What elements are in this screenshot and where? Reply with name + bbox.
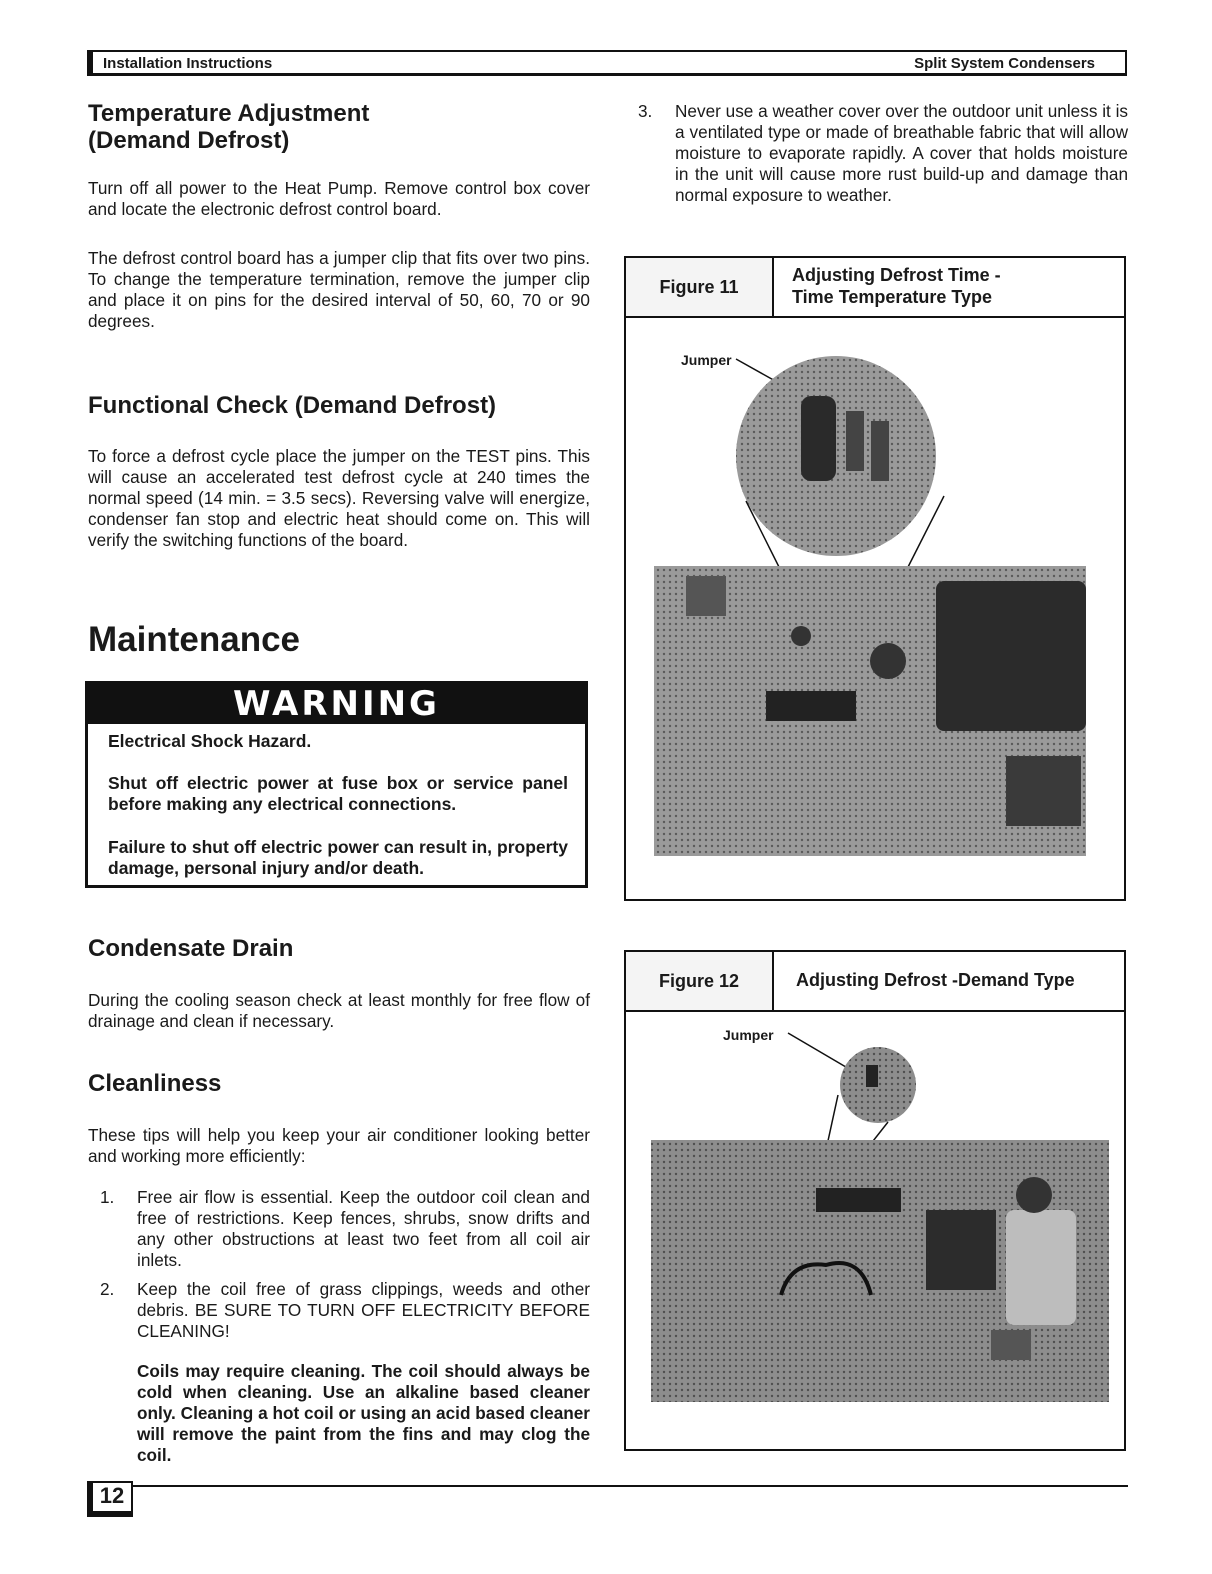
list-item bbox=[100, 1187, 590, 1271]
figure-12-title: Adjusting Defrost -Demand Type bbox=[796, 970, 1075, 990]
cleanliness-heading: Cleanliness bbox=[88, 1070, 222, 1097]
figure-11-header bbox=[626, 258, 1124, 318]
page-header bbox=[87, 50, 1127, 76]
figure-11-title-line-2: Time Temperature Type bbox=[792, 287, 993, 307]
temp-adjust-paragraph-1: Turn off all power to the Heat Pump. Remove control box cover and locate the electronic defrost control board. bbox=[88, 178, 590, 219]
temp-heading-line-2: (Demand Defrost) bbox=[88, 127, 290, 154]
figure-11 bbox=[624, 256, 1126, 901]
coil-cleaning-note: Coils may require cleaning. The coil should always be cold when cleaning. Use an alkaline based cleaner only. Cleaning a hot coil or using an acid based cleaner will remove the paint from the fins and may clog the coil. bbox=[137, 1361, 590, 1465]
functional-check-heading: Functional Check (Demand Defrost) bbox=[88, 392, 497, 419]
figure-12 bbox=[624, 950, 1126, 1451]
temp-adjust-heading bbox=[88, 100, 369, 154]
warning-line-2: Shut off electric power at fuse box or service panel before making any electrical connections. bbox=[108, 773, 568, 814]
maintenance-heading: Maintenance bbox=[88, 620, 300, 659]
temp-heading-line-1: Temperature Adjustment bbox=[88, 100, 370, 127]
list-text: Keep the coil free of grass clippings, weeds and other debris. BE SURE TO TURN OFF ELECTRICITY BEFORE CLEANING! bbox=[137, 1279, 590, 1341]
figure-11-title bbox=[792, 264, 1001, 308]
list-number: 1. bbox=[100, 1187, 115, 1207]
figure-11-label: Figure 11 bbox=[626, 258, 774, 316]
warning-line-1: Electrical Shock Hazard. bbox=[108, 731, 312, 751]
figure-12-header bbox=[626, 952, 1124, 1012]
warning-box bbox=[85, 681, 588, 888]
header-section-title: Installation Instructions bbox=[103, 55, 273, 72]
list-text: Never use a weather cover over the outdoor unit unless it is a ventilated type or made of breathable fabric that will allow moisture to evaporate rapidly. A cover that holds moisture in the unit will cause more rust build-up and damage than normal exposure to weather. bbox=[675, 101, 1128, 205]
figure-11-jumper-label: Jumper bbox=[681, 352, 732, 368]
cleanliness-paragraph: These tips will help you keep your air conditioner looking better and working more efficiently: bbox=[88, 1125, 590, 1166]
list-item bbox=[100, 1279, 590, 1342]
header-document-title: Split System Condensers bbox=[914, 55, 1095, 72]
condensate-drain-heading: Condensate Drain bbox=[88, 935, 294, 962]
figure-11-title-line-1: Adjusting Defrost Time - bbox=[792, 265, 1001, 285]
figure-12-board-photo bbox=[626, 1010, 1124, 1451]
figure-12-label: Figure 12 bbox=[626, 952, 774, 1010]
list-number: 2. bbox=[100, 1279, 115, 1299]
warning-line-3: Failure to shut off electric power can result in, property damage, personal injury and/or death. bbox=[108, 837, 568, 878]
functional-check-paragraph: To force a defrost cycle place the jumper on the TEST pins. This will cause an accelerated test defrost cycle at 240 times the normal speed (14 min. = 3.5 secs). Reversing valve will energize, condenser fan stop and electric heat should come on. This will verify the switching functions of the board. bbox=[88, 446, 590, 550]
list-item bbox=[638, 101, 1128, 206]
list-text: Free air flow is essential. Keep the outdoor coil clean and free of restrictions. Keep fences, shrubs, snow drifts and any other obstructions at least two feet from all coil air inlets. bbox=[137, 1187, 590, 1270]
figure-12-jumper-label: Jumper bbox=[723, 1027, 774, 1043]
warning-banner: WARNING bbox=[88, 684, 585, 724]
temp-adjust-paragraph-2: The defrost control board has a jumper clip that fits over two pins. To change the temperature termination, remove the jumper clip and place it on pins for the desired interval of 50, 60, 70 or 90 degrees. bbox=[88, 248, 590, 331]
page-number: 12 bbox=[87, 1481, 133, 1517]
condensate-drain-paragraph: During the cooling season check at least monthly for free flow of drainage and clean if necessary. bbox=[88, 990, 590, 1031]
figure-11-board-photo bbox=[626, 316, 1124, 901]
footer-rule bbox=[133, 1485, 1128, 1487]
list-number: 3. bbox=[638, 101, 653, 121]
